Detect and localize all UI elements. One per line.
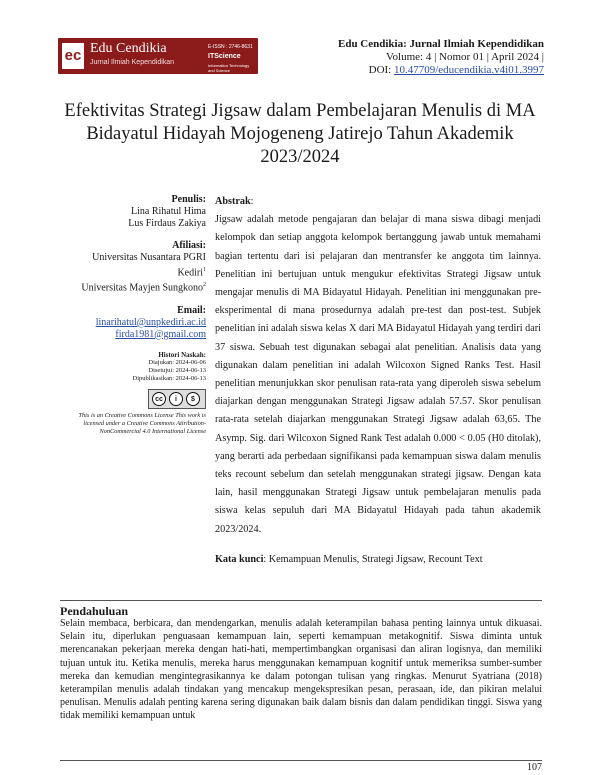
- logo-badge: ec: [62, 43, 84, 69]
- journal-header: [338, 38, 544, 77]
- logo-issn: E-ISSN : 2746-8631: [208, 44, 253, 50]
- abstract-section: Abstrak: Jigsaw adalah metode pengajaran dan belajar di mana siswa dibagi menjadi kelompok dan setiap anggota kelompok bertanggung jawab untuk memahami bagian tertentu dari isi pelajaran dan mentransfer ke anggota tim lainnya. Penelitian ini bertujuan untuk mengukur efektivitas Strategi Jigsaw untuk mengajar menulis di MA Bidayatul Hidayah. Penelitian ini menggunakan pre-eksperimental di mana prosedurnya adalah pre-test dan post-test. Subjek penelitian ini adalah siswa kelas X dari MA Bidayatul Hidayah yang terdiri dari 37 siswa. Sebuah test digunakan sebagai alat penelitian. Analisis data yang digunakan dalam penelitian ini adalah Wilcoxon Signed Ranks Test. Hasil penelitian menunjukkan skor penulisan rata-rata yang diperoleh siswa sebelum diajarkan dengan menggunakan Strategi Jigsaw adalah 57.57. Skor penulisan rata-rata setelah diajarkan menggunakan Strategi Jigsaw adalah 63,65. The Asymp. Sig. dari Wilcoxon Signed Rank Test adalah 0.000 < 0.05 (H0 ditolak), yang berarti ada perbedaan signifikansi pada kemampuan siswa dalam menulis teks recount sebelum dan setelah menggunakan strategi jigsaw. Dengan kata lain, hasil menggunakan Strategi Jigsaw untuk pembelajaran menulis pada siswa kelas sepuluh dari MA Bidayatul Hidayah pada tahun akademik 2023/2024. Kata kunci: Kemampuan Menulis, Strategi Jigsaw, Recount Text: [215, 193, 541, 569]
- article-title: Efektivitas Strategi Jigsaw dalam Pembelajaran Menulis di MA Bidayatul Hidayah Mojogeneng Jatirejo Tahun Akademik 2023/2024: [64, 101, 536, 167]
- logo-publisher: ITScience: [208, 53, 241, 60]
- journal-logo: [58, 38, 258, 74]
- metadata-column: [60, 194, 206, 436]
- abstract-label: Abstrak: [215, 196, 251, 207]
- history-label: Histori Naskah:: [158, 350, 206, 359]
- email-label: Email:: [177, 304, 206, 316]
- keywords-text: Kemampuan Menulis, Strategi Jigsaw, Recount Text: [268, 553, 483, 565]
- journal-doi: [338, 64, 544, 77]
- history-line: Dipublikasikan: 2024-06-13: [132, 374, 206, 382]
- authors-label: Penulis:: [171, 194, 206, 205]
- cc-icon: cc: [152, 392, 166, 406]
- affiliation-sup: 2: [203, 282, 206, 289]
- affiliation-label: Afiliasi:: [172, 240, 206, 251]
- affiliation-line: Universitas Nusantara PGRI: [92, 252, 206, 263]
- affiliation-line: Universitas Mayjen Sungkono$^2$: [81, 282, 206, 294]
- manuscript-history: [60, 351, 206, 383]
- keywords-label: Kata kunci: [215, 553, 264, 565]
- affiliation-sup: 1: [203, 267, 206, 273]
- intro-heading: Pendahuluan: [60, 604, 129, 618]
- author-name: Lus Firdaus Zakiya: [128, 218, 206, 229]
- nc-icon: $: [186, 392, 200, 406]
- by-icon: i: [169, 392, 183, 406]
- intro-text: Selain membaca, berbicara, dan mendengarkan, menulis adalah keterampilan bahasa penting lainnya untuk dikuasai. Selain itu, diperlukan penguasaan kemampuan lain, seperti kemampuan metakognitif. Siswa diminta untuk merencanakan pekerjaan mereka dengan hati-hati, mempertimbangkan organisasi dan aliran logisnya, dan memiliki tujuan untuk itu. Ketika menulis, mereka harus menggunakan kemampuan kognitif untuk memeriksa sumber-sumber mereka dan kemudian mengintegrasikannya ke dalam potongan tulisan yang ringkas. Menurut Syatriana (2018) keterampilan menulis adalah tindakan yang mencakup mengekspresikan pesan, perasaan, ide, dan pikiran melalui penulisan. Menulis adalah penting karena sering digunakan baik dalam bisnis dan dalam pendidikan tinggi. Siswa yang tidak memiliki kemampuan untuk: [60, 618, 542, 722]
- license-text: This is an Creative Commons License This work is licensed under a Creative Commons Attribution-NonCommercial 4.0 International License: [78, 411, 206, 435]
- email-link[interactable]: firda1981@gmail.com: [115, 328, 206, 340]
- author-name: Lina Rihatul Hima: [131, 206, 206, 217]
- journal-volume: Volume: 4 | Nomor 01 | April 2024 |: [386, 51, 544, 63]
- journal-title: Edu Cendikia: Jurnal Ilmiah Kependidikan: [337, 38, 544, 50]
- section-divider: [60, 600, 542, 601]
- abstract-text: Jigsaw adalah metode pengajaran dan belajar di mana siswa dibagi menjadi kelompok dan setiap anggota kelompok bertanggung jawab untuk memahami bagian tertentu dari isi pelajaran dan mentransfer ke anggota tim lainnya. Penelitian ini bertujuan untuk mengukur efektivitas Strategi Jigsaw untuk mengajar menulis di MA Bidayatul Hidayah. Penelitian ini menggunakan pre-eksperimental di mana prosedurnya adalah pre-test dan post-test. Subjek penelitian ini adalah siswa kelas X dari MA Bidayatul Hidayah yang terdiri dari 37 siswa. Sebuah test digunakan sebagai alat penelitian. Analisis data yang digunakan dalam penelitian ini adalah Wilcoxon Signed Ranks Test. Hasil penelitian menunjukkan skor penulisan rata-rata yang diperoleh siswa sebelum diajarkan dengan menggunakan Strategi Jigsaw adalah 57.57. Skor penulisan rata-rata setelah diajarkan menggunakan Strategi Jigsaw adalah 63,65. The Asymp. Sig. dari Wilcoxon Signed Rank Test adalah 0.000 < 0.05 (H0 ditolak), yang berarti ada perbedaan signifikansi pada kemampuan siswa dalam menulis teks recount sebelum dan setelah menggunakan strategi jigsaw. Dengan kata lain, hasil menggunakan Strategi Jigsaw untuk pembelajaran menulis pada siswa kelas sepuluh dari MA Bidayatul Hidayah pada tahun akademik 2023/2024.: [215, 214, 541, 535]
- doi-label: DOI:: [368, 64, 394, 76]
- footer-divider: [60, 760, 542, 761]
- logo-name: Edu Cendikia: [90, 41, 167, 56]
- history-line: Diajukan: 2024-06-06: [148, 358, 206, 366]
- email-link[interactable]: linarihatul@unpkediri.ac.id: [95, 316, 206, 328]
- history-line: Disetujui: 2024-06-13: [148, 366, 206, 374]
- page-number: 107: [527, 762, 542, 773]
- logo-publisher-sub: Information Technology and Science: [208, 63, 250, 73]
- keywords: Kata kunci: Kemampuan Menulis, Strategi Jigsaw, Recount Text: [215, 553, 483, 565]
- affiliation-line: Kediri$^1$: [177, 267, 206, 279]
- doi-link[interactable]: 10.47709/educendikia.v4i01.3997: [393, 64, 544, 76]
- cc-license-badge[interactable]: [148, 389, 206, 409]
- logo-subtitle: Jurnal Ilmiah Kependidikan: [90, 59, 175, 66]
